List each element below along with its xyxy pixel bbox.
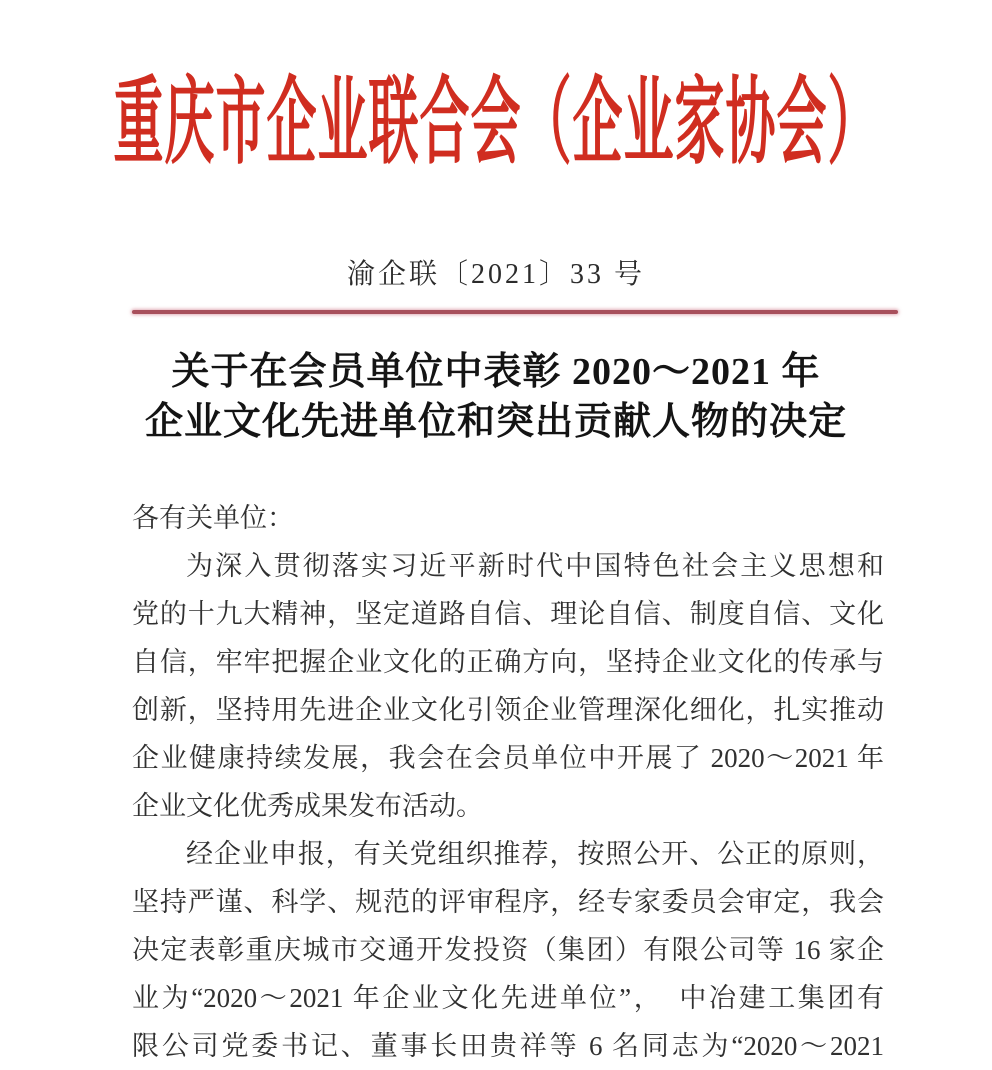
red-divider-line [132, 310, 898, 314]
body-line: 党的十九大精神，坚定道路自信、理论自信、制度自信、文化 [132, 599, 884, 629]
doc-title [0, 347, 992, 447]
body-line: 业为“2020～2021 年企业文化先进单位”， 中冶建工集团有 [132, 983, 884, 1013]
body-line: 自信，牢牢把握企业文化的正确方向，坚持企业文化的传承与 [132, 647, 884, 677]
body-line: 企业健康持续发展，我会在会员单位中开展了 2020～2021 年 [132, 743, 884, 773]
body-line: 经企业申报，有关党组织推荐，按照公开、公正的原则， [186, 839, 884, 869]
body-line: 限公司党委书记、董事长田贵祥等 6 名同志为“2020～2021 [132, 1031, 884, 1061]
doc-body [132, 494, 884, 1070]
doc-title-line-2: 企业文化先进单位和突出贡献人物的决定 [144, 401, 847, 443]
org-title: 重庆市企业联合会（企业家协会） [113, 68, 879, 176]
body-line: 为深入贯彻落实习近平新时代中国特色社会主义思想和 [186, 551, 884, 581]
doc-number: 渝企联〔2021〕33 号 [346, 259, 645, 290]
body-line: 坚持严谨、科学、规范的评审程序，经专家委员会审定，我会 [132, 887, 884, 917]
doc-title-line-1: 关于在会员单位中表彰 2020～2021 年 [171, 351, 821, 393]
body-line: 决定表彰重庆城市交通开发投资（集团）有限公司等 16 家企 [132, 935, 884, 965]
body-line: 企业文化优秀成果发布活动。 [132, 791, 483, 821]
salutation-line: 各有关单位： [132, 503, 294, 533]
body-line: 创新，坚持用先进企业文化引领企业管理深化细化，扎实推动 [132, 695, 884, 725]
